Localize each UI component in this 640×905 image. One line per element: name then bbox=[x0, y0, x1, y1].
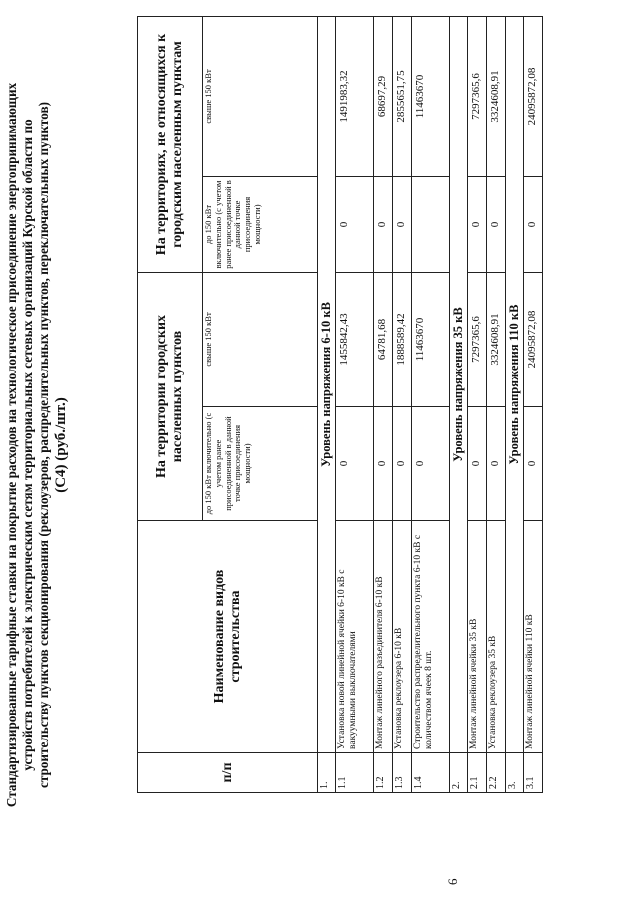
header-name: Наименование видов строительства bbox=[138, 521, 318, 753]
header-urban: На территории городских населенных пунктов bbox=[138, 272, 203, 520]
row-name: Установка реклоузера 6-10 кВ bbox=[393, 521, 412, 753]
urban-upto150-value: 0 bbox=[336, 407, 374, 521]
rural-over150-value: 2855651,75 bbox=[393, 16, 412, 176]
title-line-1: Стандартизированные тарифные ставки на покрытие расходов на технологическое присоединение энергопринимающих bbox=[4, 82, 19, 808]
header-rural: На территориях, не относящихся к городским населенным пунктам bbox=[138, 16, 203, 272]
voltage-level-row bbox=[318, 16, 336, 792]
title-line-2: устройств потребителей к электрическим сетям территориальных сетевых организаций Курской области по bbox=[20, 119, 36, 771]
urban-over150-value: 24095872,08 bbox=[524, 272, 543, 406]
urban-over150-value: 1455842,43 bbox=[336, 272, 374, 406]
table-row bbox=[393, 16, 412, 792]
rural-upto150-value bbox=[412, 176, 450, 272]
urban-upto150-value: 0 bbox=[487, 407, 506, 521]
header-urban-upto150: до 150 кВт включительно (с учетом ранее присоединенной в данной точке присоединения мощности) bbox=[203, 407, 318, 521]
voltage-level-title: Уровень напряжения 6-10 кВ bbox=[318, 16, 336, 752]
rural-over150-value: 11463670 bbox=[412, 16, 450, 176]
table-row bbox=[336, 16, 374, 792]
urban-upto150-value: 0 bbox=[374, 407, 393, 521]
row-number: 3.1 bbox=[524, 753, 543, 793]
header-rural-upto150: до 150 кВт включительно (с учетом ранее присоединенной в данной точке присоединения мощности) bbox=[203, 176, 318, 272]
rural-upto150-value: 0 bbox=[487, 176, 506, 272]
row-number: 3. bbox=[506, 753, 524, 793]
rural-over150-value: 68697,29 bbox=[374, 16, 393, 176]
voltage-level-title: Уровень напряжения 110 кВ bbox=[506, 16, 524, 752]
rural-over150-value: 3324608,91 bbox=[487, 16, 506, 176]
rural-upto150-value: 0 bbox=[468, 176, 487, 272]
row-name: Установка новой линейной ячейки 6-10 кВ с вакуумными выключателями bbox=[336, 521, 374, 753]
table-row bbox=[468, 16, 487, 792]
rural-over150-value: 24095872,08 bbox=[524, 16, 543, 176]
voltage-level-row bbox=[450, 16, 468, 792]
row-name: Установка реклоузера 35 кВ bbox=[487, 521, 506, 753]
row-number: 2. bbox=[450, 753, 468, 793]
rural-upto150-value: 0 bbox=[393, 176, 412, 272]
rural-over150-value: 1491983,32 bbox=[336, 16, 374, 176]
row-number: 1.2 bbox=[374, 753, 393, 793]
row-number: 2.1 bbox=[468, 753, 487, 793]
urban-upto150-value: 0 bbox=[468, 407, 487, 521]
row-number: 2.2 bbox=[487, 753, 506, 793]
tariff-table bbox=[137, 16, 543, 793]
rural-upto150-value: 0 bbox=[336, 176, 374, 272]
title-line-3: строительству пунктов секционирования (реклоузеров, распределительных пунктов, переключательных пунктов) bbox=[36, 101, 52, 789]
voltage-level-row bbox=[506, 16, 524, 792]
urban-over150-value: 64781,68 bbox=[374, 272, 393, 406]
row-name: Строительство распределительного пункта 6-10 кВ с количеством ячеек 8 шт. bbox=[412, 521, 450, 753]
row-number: 1.1 bbox=[336, 753, 374, 793]
urban-over150-value: 11463670 bbox=[412, 272, 450, 406]
urban-upto150-value: 0 bbox=[393, 407, 412, 521]
page-number: 6 bbox=[445, 878, 460, 885]
header-rural-over150: свыше 150 кВт bbox=[203, 16, 318, 176]
rural-upto150-value: 0 bbox=[374, 176, 393, 272]
row-number: 1.3 bbox=[393, 753, 412, 793]
row-name: Монтаж линейной ячейки 110 кВ bbox=[524, 521, 543, 753]
urban-over150-value: 7297365,6 bbox=[468, 272, 487, 406]
urban-upto150-value: 0 bbox=[524, 407, 543, 521]
urban-upto150-value: 0 bbox=[412, 407, 450, 521]
table-row bbox=[524, 16, 543, 792]
urban-over150-value: 3324608,91 bbox=[487, 272, 506, 406]
row-name: Монтаж линейной ячейки 35 кВ bbox=[468, 521, 487, 753]
rural-over150-value: 7297365,6 bbox=[468, 16, 487, 176]
header-urban-over150: свыше 150 кВт bbox=[203, 272, 318, 406]
header-num: п/п bbox=[138, 753, 318, 793]
table-row bbox=[487, 16, 506, 792]
urban-over150-value: 1888589,42 bbox=[393, 272, 412, 406]
title-unit: (С4) (руб./шт.) bbox=[53, 397, 70, 493]
voltage-level-title: Уровень напряжения 35 кВ bbox=[450, 16, 468, 752]
table-row bbox=[374, 16, 393, 792]
table-row bbox=[412, 16, 450, 792]
document-title bbox=[4, 25, 71, 865]
row-number: 1.4 bbox=[412, 753, 450, 793]
rural-upto150-value: 0 bbox=[524, 176, 543, 272]
row-name: Монтаж линейного разъединителя 6-10 кВ bbox=[374, 521, 393, 753]
row-number: 1. bbox=[318, 753, 336, 793]
